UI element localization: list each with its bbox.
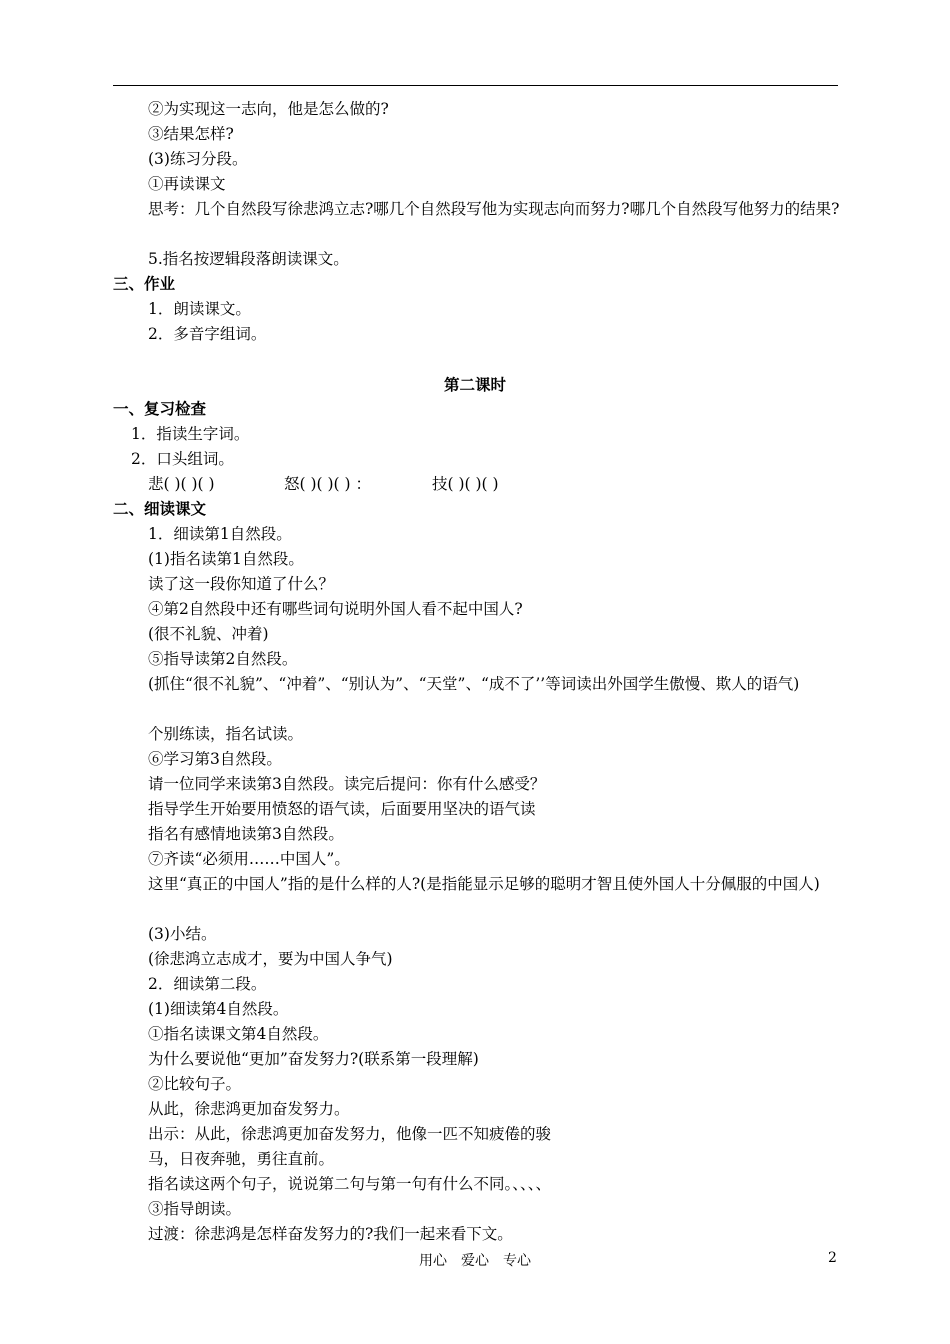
- list-item: 2．多音字组词。: [148, 325, 267, 343]
- text-line: ④第2自然段中还有哪些词句说明外国人看不起中国人?: [148, 600, 523, 618]
- text-line: (1)细读第4自然段。: [148, 1000, 289, 1018]
- text-line: ①指名读课文第4自然段。: [148, 1025, 329, 1043]
- text-line: ①再读课文: [148, 175, 226, 193]
- section-heading: 三、作业: [113, 274, 176, 293]
- text-line: (1)指名读第1自然段。: [148, 550, 304, 568]
- text-line: 5.指名按逻辑段落朗读课文。: [148, 250, 349, 268]
- list-item: 1．朗读课文。: [148, 300, 251, 318]
- text-line: 指名读这两个句子，说说第二句与第一句有什么不同。、、、、: [148, 1175, 552, 1193]
- text-line: ③结果怎样?: [148, 125, 234, 143]
- list-item: 1．指读生字词。: [131, 425, 250, 443]
- text-line: 读了这一段你知道了什么？: [148, 575, 335, 593]
- text-line: 2．细读第二段。: [148, 975, 267, 993]
- header-rule: [113, 85, 838, 86]
- text-line: 为什么要说他“更加”奋发努力?(联系第一段理解): [148, 1050, 479, 1068]
- text-line: 马，日夜奔驰，勇往直前。: [148, 1150, 335, 1168]
- text-line: (徐悲鸿立志成才，要为中国人争气): [148, 950, 393, 968]
- text-line: 1．细读第1自然段。: [148, 525, 292, 543]
- text-line: (3)小结。: [148, 925, 217, 943]
- text-line: ⑤指导读第2自然段。: [148, 650, 298, 668]
- text-line: 出示：从此，徐悲鸿更加奋发努力，他像一匹不知疲倦的骏: [148, 1125, 552, 1143]
- lesson-title: 第二课时: [443, 375, 506, 394]
- section-heading: 一、复习检查: [113, 399, 207, 418]
- text-line: ②为实现这一志向，他是怎么做的?: [148, 100, 389, 118]
- text-line: 指名有感情地读第3自然段。: [148, 825, 344, 843]
- text-line: 个别练读，指名试读。: [148, 725, 304, 743]
- page-footer: 用心 爱心 专心: [419, 1253, 531, 1269]
- text-line: ⑥学习第3自然段。: [148, 750, 282, 768]
- page-number: 2: [828, 1250, 837, 1266]
- word-group: 悲( )( )( ): [148, 475, 215, 493]
- list-item: 2．口头组词。: [131, 450, 234, 468]
- text-line: (3)练习分段。: [148, 150, 248, 168]
- text-line: ③指导朗读。: [148, 1200, 242, 1218]
- text-line: 指导学生开始要用愤怒的语气读，后面要用坚决的语气读: [148, 800, 536, 818]
- text-line: (很不礼貌、冲着): [148, 625, 269, 643]
- section-heading: 二、细读课文: [113, 499, 207, 518]
- text-line: ②比较句子。: [148, 1075, 242, 1093]
- text-line: ⑦齐读“必须用……中国人”。: [148, 850, 350, 868]
- text-line: 请一位同学来读第3自然段。读完后提问：你有什么感受？: [148, 775, 546, 793]
- word-group: 怒( )( )( ) ：: [284, 475, 371, 493]
- text-line: 过渡：徐悲鸿是怎样奋发努力的?我们一起来看下文。: [148, 1225, 513, 1243]
- paragraph: (抓住“很不礼貌”、“冲着”、“别认为”、“天堂”、“成不了’’等词读出外国学生傲慢、欺人的语气): [148, 675, 800, 693]
- paragraph: 思考：几个自然段写徐悲鸿立志?哪几个自然段写他为实现志向而努力?哪几个自然段写他努力的结果?: [148, 200, 840, 218]
- text-line: 从此，徐悲鸿更加奋发努力。: [148, 1100, 350, 1118]
- word-group: 技( )( )( ): [432, 475, 499, 493]
- paragraph: 这里“真正的中国人”指的是什么样的人?(是指能显示足够的聪明才智且使外国人十分佩服的中国人): [148, 875, 820, 893]
